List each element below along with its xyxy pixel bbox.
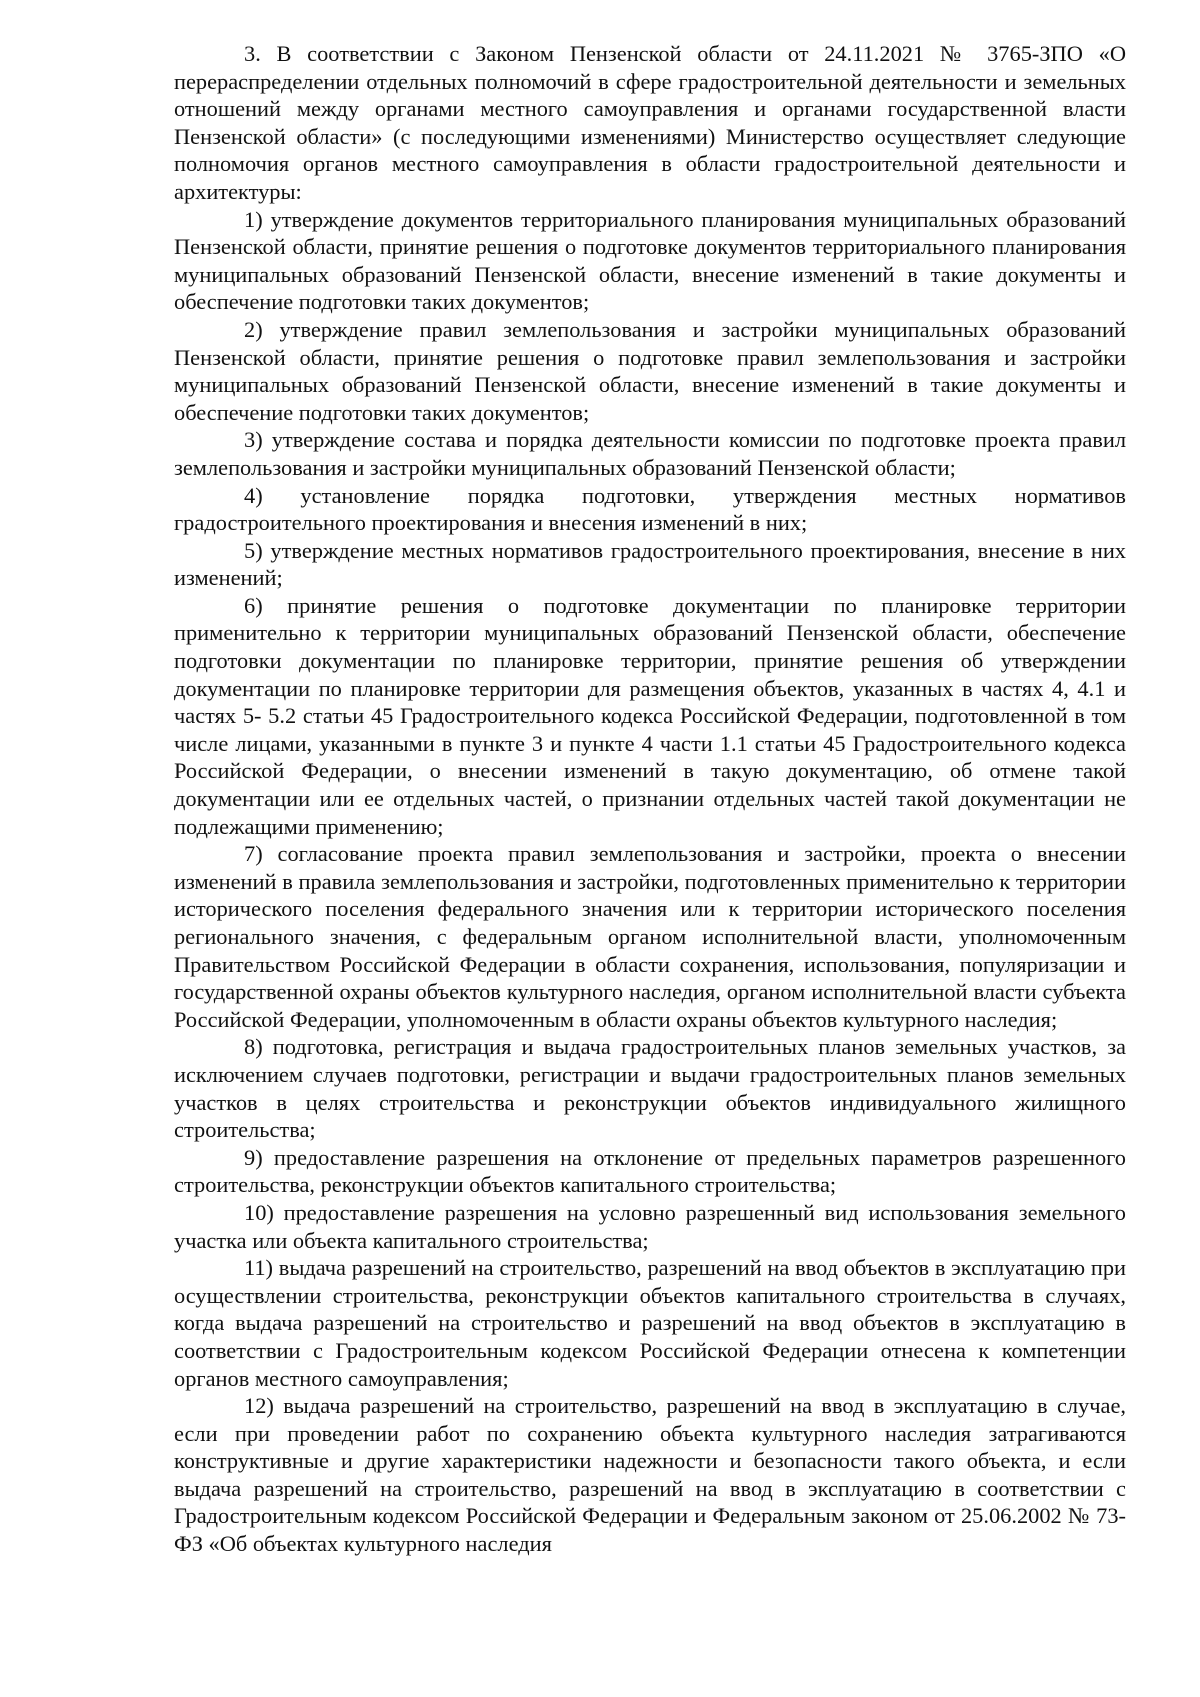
paragraph-intro: 3. В соответствии с Законом Пензенской области от 24.11.2021 № 3765-ЗПО «О перераспределении отдельных полномочий в сфере градостроительной деятельности и земельных отношений между органами местного самоуправления и органами государственной власти Пензенской области» (с последующими изменениями) Министерство осуществляет следующие полномочия органов местного самоуправления в области градостроительной деятельности и архитектуры:	[174, 41, 1126, 204]
document-page	[174, 40, 1126, 1558]
paragraph-item-1: 1) утверждение документов территориального планирования муниципальных образований Пензенской области, принятие решения о подготовке документов территориального планирования муниципальных образований Пензенской области, внесение изменений в такие документы и обеспечение подготовки таких документов;	[174, 206, 1126, 315]
paragraph-item-6: 6) принятие решения о подготовке документации по планировке территории применительно к территории муниципальных образований Пензенской области, обеспечение подготовки документации по планировке территории, принятие решения об утверждении документации по планировке территории для размещения объектов, указанных в частях 4, 4.1 и частях 5- 5.2 статьи 45 Градостроительного кодекса Российской Федерации, подготовленной в том числе лицами, указанными в пункте 3 и пункте 4 части 1.1 статьи 45 Градостроительного кодекса Российской Федерации, о внесении изменений в такую документацию, об отмене такой документации или ее отдельных частей, о признании отдельных частей такой документации не подлежащими применению;	[174, 592, 1126, 839]
paragraph-item-2: 2) утверждение правил землепользования и застройки муниципальных образований Пензенской области, принятие решения о подготовке правил землепользования и застройки муниципальных образований Пензенской области, внесение изменений в такие документы и обеспечение подготовки таких документов;	[174, 316, 1126, 425]
paragraph-item-5: 5) утверждение местных нормативов градостроительного проектирования, внесение в них изменений;	[174, 537, 1126, 591]
paragraph-item-9: 9) предоставление разрешения на отклонение от предельных параметров разрешенного строительства, реконструкции объектов капитального строительства;	[174, 1144, 1126, 1198]
paragraph-item-8: 8) подготовка, регистрация и выдача градостроительных планов земельных участков, за исключением случаев подготовки, регистрации и выдачи градостроительных планов земельных участков в целях строительства и реконструкции объектов индивидуального жилищного строительства;	[174, 1034, 1126, 1143]
paragraph-item-3: 3) утверждение состава и порядка деятельности комиссии по подготовке проекта правил землепользования и застройки муниципальных образований Пензенской области;	[174, 427, 1126, 480]
paragraph-item-12: 12) выдача разрешений на строительство, разрешений на ввод в эксплуатацию в случае, если при проведении работ по сохранению объекта культурного наследия затрагиваются конструктивные и другие характеристики надежности и безопасности такого объекта, и если выдача разрешений на строительство, разрешений на ввод в эксплуатацию в соответствии с Градостроительным кодексом Российской Федерации и Федеральным законом от 25.06.2002 № 73-ФЗ «Об объектах культурного наследия	[174, 1393, 1126, 1557]
paragraph-item-11: 11) выдача разрешений на строительство, разрешений на ввод объектов в эксплуатацию при осуществлении строительства, реконструкции объектов капитального строительства в случаях, когда выдача разрешений на строительство и разрешений на ввод объектов в эксплуатацию в соответствии с Градостроительным кодексом Российской Федерации отнесена к компетенции органов местного самоуправления;	[174, 1255, 1126, 1391]
paragraph-item-10: 10) предоставление разрешения на условно разрешенный вид использования земельного участка или объекта капитального строительства;	[174, 1199, 1126, 1253]
paragraph-item-7: 7) согласование проекта правил землепользования и застройки, проекта о внесении изменений в правила землепользования и застройки, подготовленных применительно к территории исторического поселения федерального значения или к территории исторического поселения регионального значения, с федеральным органом исполнительной власти, уполномоченным Правительством Российской Федерации в области сохранения, использования, популяризации и государственной охраны объектов культурного наследия, органом исполнительной власти субъекта Российской Федерации, уполномоченным в области охраны объектов культурного наследия;	[174, 841, 1126, 1032]
paragraph-item-4: 4) установление порядка подготовки, утверждения местных нормативов градостроительного проектирования и внесения изменений в них;	[174, 482, 1126, 536]
